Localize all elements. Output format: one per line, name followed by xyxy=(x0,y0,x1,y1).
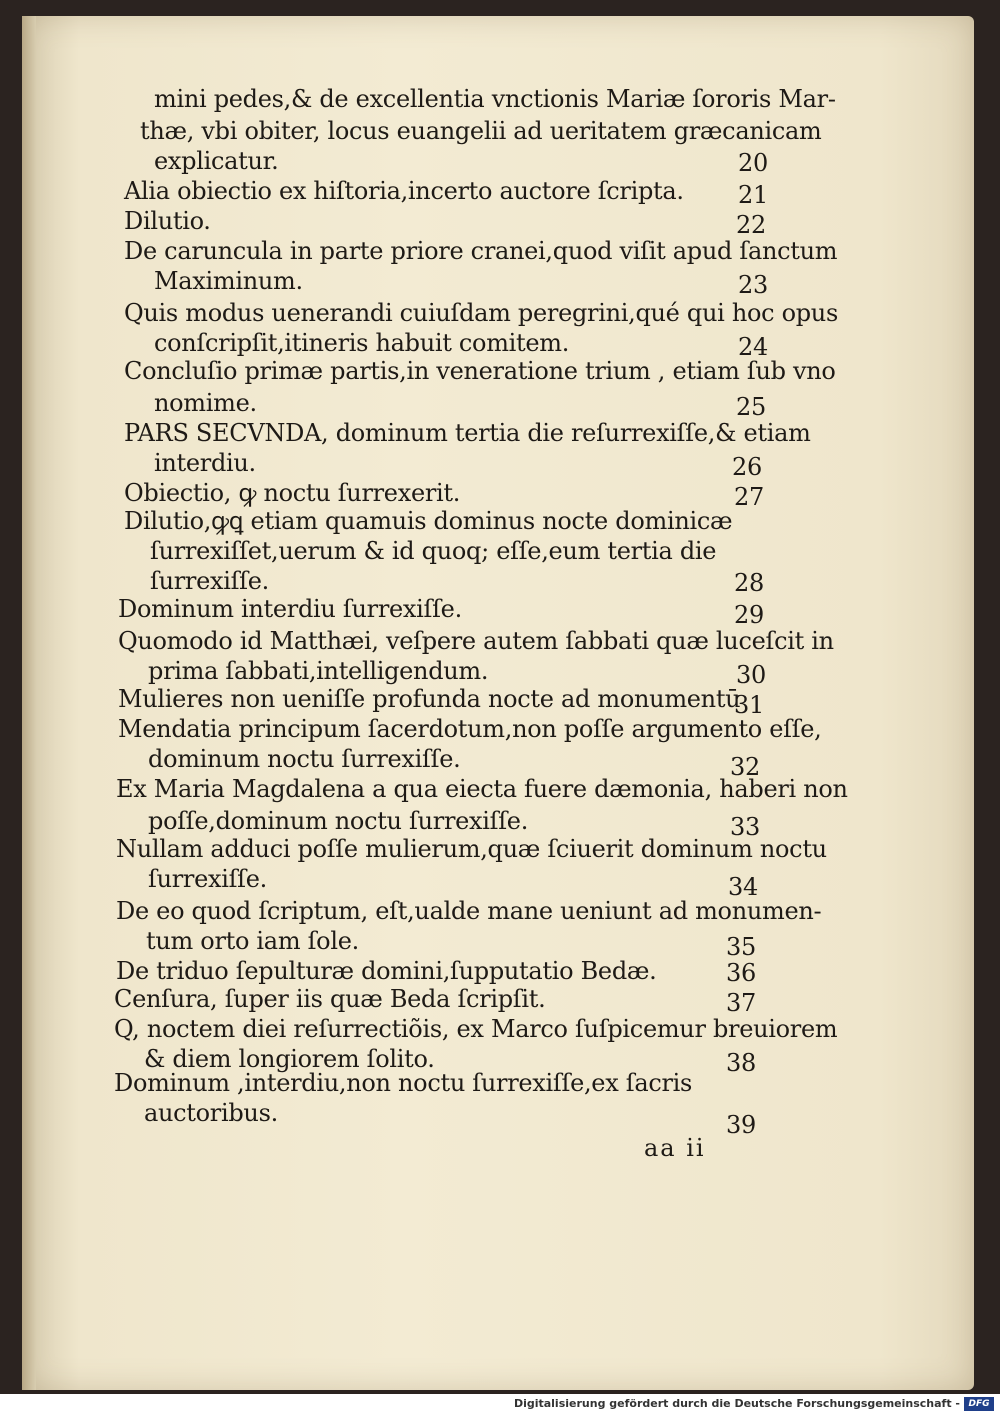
toc-entry-line: conſcripſit,itineris habuit comitem. xyxy=(154,329,570,357)
toc-page-number: 33 xyxy=(730,813,760,841)
toc-entry-line: Concluſio primæ partis,in veneratione trium , etiam ſub vno xyxy=(124,357,836,385)
toc-page-number: 32 xyxy=(730,753,760,781)
toc-page-number: 22 xyxy=(736,211,766,239)
toc-entry-line: mini pedes,& de excellentia vnctionis Mariæ ſororis Mar- xyxy=(154,85,836,113)
toc-entry-line: dominum noctu ſurrexiſſe. xyxy=(148,745,461,773)
toc-entry-line: & diem longiorem ſolito. xyxy=(144,1045,435,1073)
signature-mark: aa ii xyxy=(644,1134,706,1162)
toc-entry-line: PARS SECVNDA, dominum tertia die reſurrexiſſe,& etiam xyxy=(124,419,811,447)
toc-entry-line: Mendatia principum ſacerdotum,non poſſe argumento eſſe, xyxy=(118,715,822,743)
toc-entry-line: Ex Maria Magdalena a qua eiecta fuere dæmonia, haberi non xyxy=(116,775,848,803)
toc-entry-line: De triduo ſepulturæ domini,ſupputatio Bedæ. xyxy=(116,957,657,985)
toc-entry-line: ſurrexiſſet,uerum & id quoq; eſſe,eum tertia die xyxy=(150,537,717,565)
toc-page-number: 36 xyxy=(726,959,756,987)
toc-page-number: 28 xyxy=(734,569,764,597)
toc-page-number: 35 xyxy=(726,933,756,961)
toc-entry-line: Obiectio, ꝙ noctu ſurrexerit. xyxy=(124,479,461,507)
toc-entry-line: interdiu. xyxy=(154,449,256,477)
toc-page-number: 27 xyxy=(734,483,764,511)
page-gutter xyxy=(22,16,36,1390)
toc-entry-line: Nullam adduci poſſe mulierum,quæ ſciuerit dominum noctu xyxy=(116,835,827,863)
toc-entry-line: ſurrexiſſe. xyxy=(150,567,269,595)
toc-entry-line: explicatur. xyxy=(154,147,279,175)
toc-entry-line: Maximinum. xyxy=(154,267,303,295)
toc-page-number: 30 xyxy=(736,661,766,689)
dfg-logo: DFG xyxy=(964,1397,994,1411)
toc-entry-line: Dilutio,ꝙꝗ etiam quamuis dominus nocte dominicæ xyxy=(124,507,733,535)
toc-page-number: 20 xyxy=(738,149,768,177)
toc-entry-line: Dominum interdiu ſurrexiſſe. xyxy=(118,595,462,623)
toc-entry-line: Cenſura, ſuper iis quæ Beda ſcripſit. xyxy=(114,985,546,1013)
footer-credit: Digitalisierung gefördert durch die Deutsche Forschungsgemeinschaft - xyxy=(513,1397,960,1410)
toc-entry-line: auctoribus. xyxy=(144,1099,278,1127)
toc-page-number: 26 xyxy=(732,453,762,481)
toc-page-number: 34 xyxy=(728,873,758,901)
toc-entry-line: prima ſabbati,intelligendum. xyxy=(148,657,489,685)
toc-entry-line: thæ, vbi obiter, locus euangelii ad ueritatem græcanicam xyxy=(140,117,822,145)
toc-entry-line: poſſe,dominum noctu ſurrexiſſe. xyxy=(148,807,529,835)
toc-entry-line: Alia obiectio ex hiſtoria,incerto auctore ſcripta. xyxy=(124,177,684,205)
toc-entry-line: Quis modus uenerandi cuiuſdam peregrini,qué qui hoc opus xyxy=(124,299,838,327)
toc-entry-line: Mulieres non ueniſſe profunda nocte ad monumentū xyxy=(118,685,741,713)
toc-entry-line: De caruncula in parte priore cranei,quod viſit apud ſanctum xyxy=(124,237,838,265)
toc-entry-line: Dominum ,interdiu,non noctu ſurrexiſſe,ex ſacris xyxy=(114,1069,693,1097)
toc-entry-line: Quomodo id Matthæi, veſpere autem ſabbati quæ luceſcit in xyxy=(118,627,834,655)
toc-entry-line: Dilutio. xyxy=(124,207,211,235)
toc-page-number: 37 xyxy=(726,989,756,1017)
toc-entry-line: Q, noctem diei reſurrectiõis, ex Marco ſuſpicemur breuiorem xyxy=(114,1015,838,1043)
toc-page-number: 23 xyxy=(738,271,768,299)
toc-page-number: 39 xyxy=(726,1111,756,1139)
toc-entry-line: tum orto iam ſole. xyxy=(146,927,359,955)
toc-entry-line: ſurrexiſſe. xyxy=(148,865,267,893)
toc-page-number: 24 xyxy=(738,333,768,361)
toc-entry-line: nomime. xyxy=(154,389,257,417)
toc-page-number: 29 xyxy=(734,601,764,629)
toc-page-number: 21 xyxy=(738,181,768,209)
toc-page-number: 25 xyxy=(736,393,766,421)
toc-page-number: 31 xyxy=(734,691,764,719)
toc-page-number: 38 xyxy=(726,1049,756,1077)
digitization-footer xyxy=(0,1394,1000,1416)
toc-entry-line: De eo quod ſcriptum, eſt,ualde mane ueniunt ad monumen- xyxy=(116,897,822,925)
